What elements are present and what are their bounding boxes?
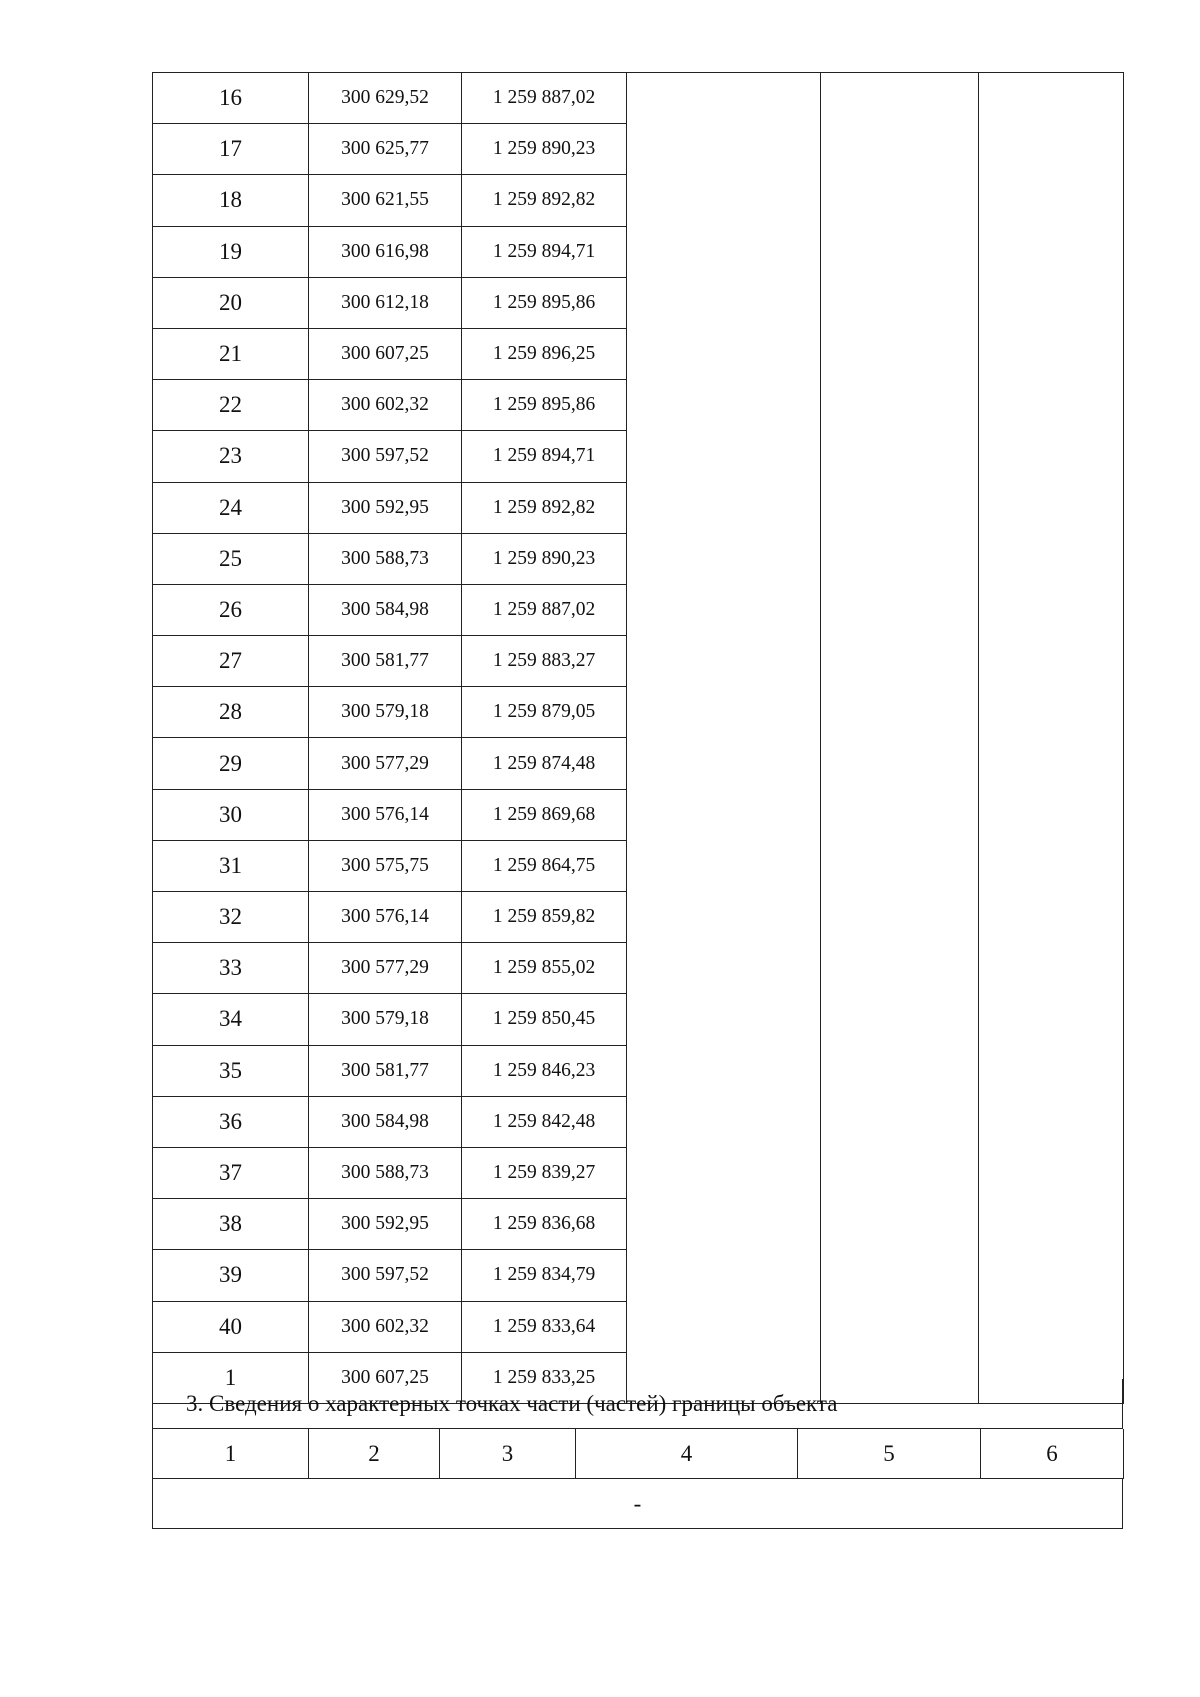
- point-number: 17: [153, 124, 309, 175]
- point-number: 18: [153, 175, 309, 226]
- point-number: 20: [153, 277, 309, 328]
- coord-x: 300 607,25: [309, 328, 462, 379]
- coord-x: 300 602,32: [309, 1301, 462, 1352]
- coord-y: 1 259 836,68: [462, 1199, 627, 1250]
- column-number-4: 4: [576, 1429, 798, 1479]
- empty-col-5: [821, 73, 979, 1404]
- coord-x: 300 577,29: [309, 943, 462, 994]
- table-row: [153, 73, 1124, 124]
- coord-y: 1 259 894,71: [462, 431, 627, 482]
- coord-y: 1 259 896,25: [462, 328, 627, 379]
- point-number: 32: [153, 892, 309, 943]
- coord-y: 1 259 879,05: [462, 687, 627, 738]
- coord-x: 300 584,98: [309, 584, 462, 635]
- coord-y: 1 259 846,23: [462, 1045, 627, 1096]
- coord-x: 300 579,18: [309, 687, 462, 738]
- column-number-5: 5: [798, 1429, 981, 1479]
- point-number: 1: [153, 1352, 309, 1403]
- coord-x: 300 588,73: [309, 533, 462, 584]
- coord-y: 1 259 874,48: [462, 738, 627, 789]
- point-number: 38: [153, 1199, 309, 1250]
- coord-x: 300 581,77: [309, 636, 462, 687]
- coord-y: 1 259 887,02: [462, 584, 627, 635]
- column-number-2: 2: [309, 1429, 440, 1479]
- point-number: 27: [153, 636, 309, 687]
- points-table-body: [153, 73, 1124, 1404]
- point-number: 21: [153, 328, 309, 379]
- coord-x: 300 584,98: [309, 1096, 462, 1147]
- coord-y: 1 259 855,02: [462, 943, 627, 994]
- coord-y: 1 259 833,64: [462, 1301, 627, 1352]
- coord-y: 1 259 895,86: [462, 277, 627, 328]
- point-number: 25: [153, 533, 309, 584]
- coord-x: 300 597,52: [309, 1250, 462, 1301]
- boundary-points-table: [152, 72, 1124, 1404]
- point-number: 22: [153, 380, 309, 431]
- coord-y: 1 259 850,45: [462, 994, 627, 1045]
- coord-y: 1 259 894,71: [462, 226, 627, 277]
- column-number-6: 6: [981, 1429, 1124, 1479]
- coord-y: 1 259 892,82: [462, 482, 627, 533]
- section-3-title: 3. Сведения о характерных точках части (частей) границы объекта: [186, 1390, 838, 1416]
- coord-y: 1 259 834,79: [462, 1250, 627, 1301]
- point-number: 33: [153, 943, 309, 994]
- point-number: 39: [153, 1250, 309, 1301]
- empty-value-dash: -: [633, 1490, 642, 1516]
- coord-x: 300 579,18: [309, 994, 462, 1045]
- coord-x: 300 575,75: [309, 840, 462, 891]
- point-number: 19: [153, 226, 309, 277]
- point-number: 24: [153, 482, 309, 533]
- coord-x: 300 616,98: [309, 226, 462, 277]
- coord-y: 1 259 842,48: [462, 1096, 627, 1147]
- point-number: 16: [153, 73, 309, 124]
- coord-y: 1 259 833,25: [462, 1352, 627, 1403]
- section-3-heading-row: [152, 1379, 1123, 1429]
- coord-y: 1 259 883,27: [462, 636, 627, 687]
- coord-y: 1 259 895,86: [462, 380, 627, 431]
- section-3-column-numbers: [152, 1429, 1124, 1479]
- point-number: 31: [153, 840, 309, 891]
- point-number: 28: [153, 687, 309, 738]
- coord-x: 300 607,25: [309, 1352, 462, 1403]
- point-number: 40: [153, 1301, 309, 1352]
- point-number: 30: [153, 789, 309, 840]
- point-number: 29: [153, 738, 309, 789]
- column-number-3: 3: [440, 1429, 576, 1479]
- coord-x: 300 597,52: [309, 431, 462, 482]
- empty-col-4: [627, 73, 821, 1404]
- coord-x: 300 588,73: [309, 1147, 462, 1198]
- coord-x: 300 577,29: [309, 738, 462, 789]
- column-number-1: 1: [153, 1429, 309, 1479]
- coord-x: 300 592,95: [309, 482, 462, 533]
- coord-y: 1 259 890,23: [462, 124, 627, 175]
- coord-x: 300 621,55: [309, 175, 462, 226]
- document-page: [152, 72, 1123, 1530]
- coord-x: 300 612,18: [309, 277, 462, 328]
- point-number: 34: [153, 994, 309, 1045]
- point-number: 26: [153, 584, 309, 635]
- point-number: 35: [153, 1045, 309, 1096]
- coord-y: 1 259 890,23: [462, 533, 627, 584]
- coord-x: 300 581,77: [309, 1045, 462, 1096]
- coord-y: 1 259 887,02: [462, 73, 627, 124]
- coord-y: 1 259 869,68: [462, 789, 627, 840]
- coord-x: 300 576,14: [309, 789, 462, 840]
- section-3-empty-row: [152, 1479, 1123, 1529]
- coord-y: 1 259 839,27: [462, 1147, 627, 1198]
- coord-y: 1 259 864,75: [462, 840, 627, 891]
- coord-x: 300 629,52: [309, 73, 462, 124]
- coord-x: 300 625,77: [309, 124, 462, 175]
- point-number: 36: [153, 1096, 309, 1147]
- point-number: 23: [153, 431, 309, 482]
- coord-y: 1 259 892,82: [462, 175, 627, 226]
- empty-col-6: [979, 73, 1124, 1404]
- point-number: 37: [153, 1147, 309, 1198]
- coord-x: 300 602,32: [309, 380, 462, 431]
- coord-x: 300 576,14: [309, 892, 462, 943]
- coord-y: 1 259 859,82: [462, 892, 627, 943]
- coord-x: 300 592,95: [309, 1199, 462, 1250]
